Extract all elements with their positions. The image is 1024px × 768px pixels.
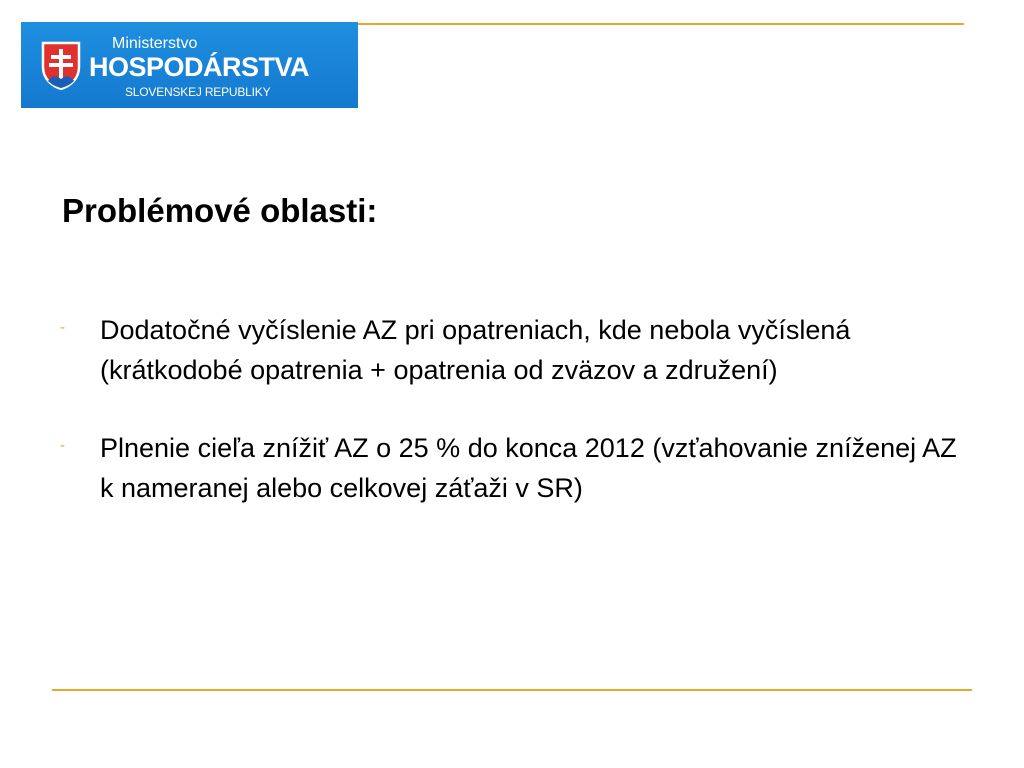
bullet-text: Dodatočné vyčíslenie AZ pri opatreniach, kde nebola vyčíslená (krátkodobé opatrenia + opatrenia od zväzov a združení) <box>100 315 851 385</box>
bullet-list <box>60 310 960 508</box>
logo-line-republiky: SLOVENSKEJ REPUBLIKY <box>125 85 271 99</box>
bullet-marker: - <box>60 437 65 454</box>
slide-title: Problémové oblasti: <box>62 192 378 229</box>
ministry-logo <box>21 22 358 108</box>
logo-line-ministerstvo: Ministerstvo <box>112 35 198 52</box>
bullet-item <box>60 428 960 508</box>
top-divider <box>358 23 964 25</box>
bottom-divider <box>52 689 972 691</box>
bullet-item <box>60 310 960 390</box>
slovak-coat-of-arms-icon <box>40 41 82 91</box>
bullet-marker: - <box>60 319 65 336</box>
bullet-text: Plnenie cieľa znížiť AZ o 25 % do konca 2012 (vzťahovanie zníženej AZ k nameranej alebo celkovej záťaži v SR) <box>100 433 957 503</box>
logo-line-hospodarstva: HOSPODÁRSTVA <box>89 52 310 82</box>
